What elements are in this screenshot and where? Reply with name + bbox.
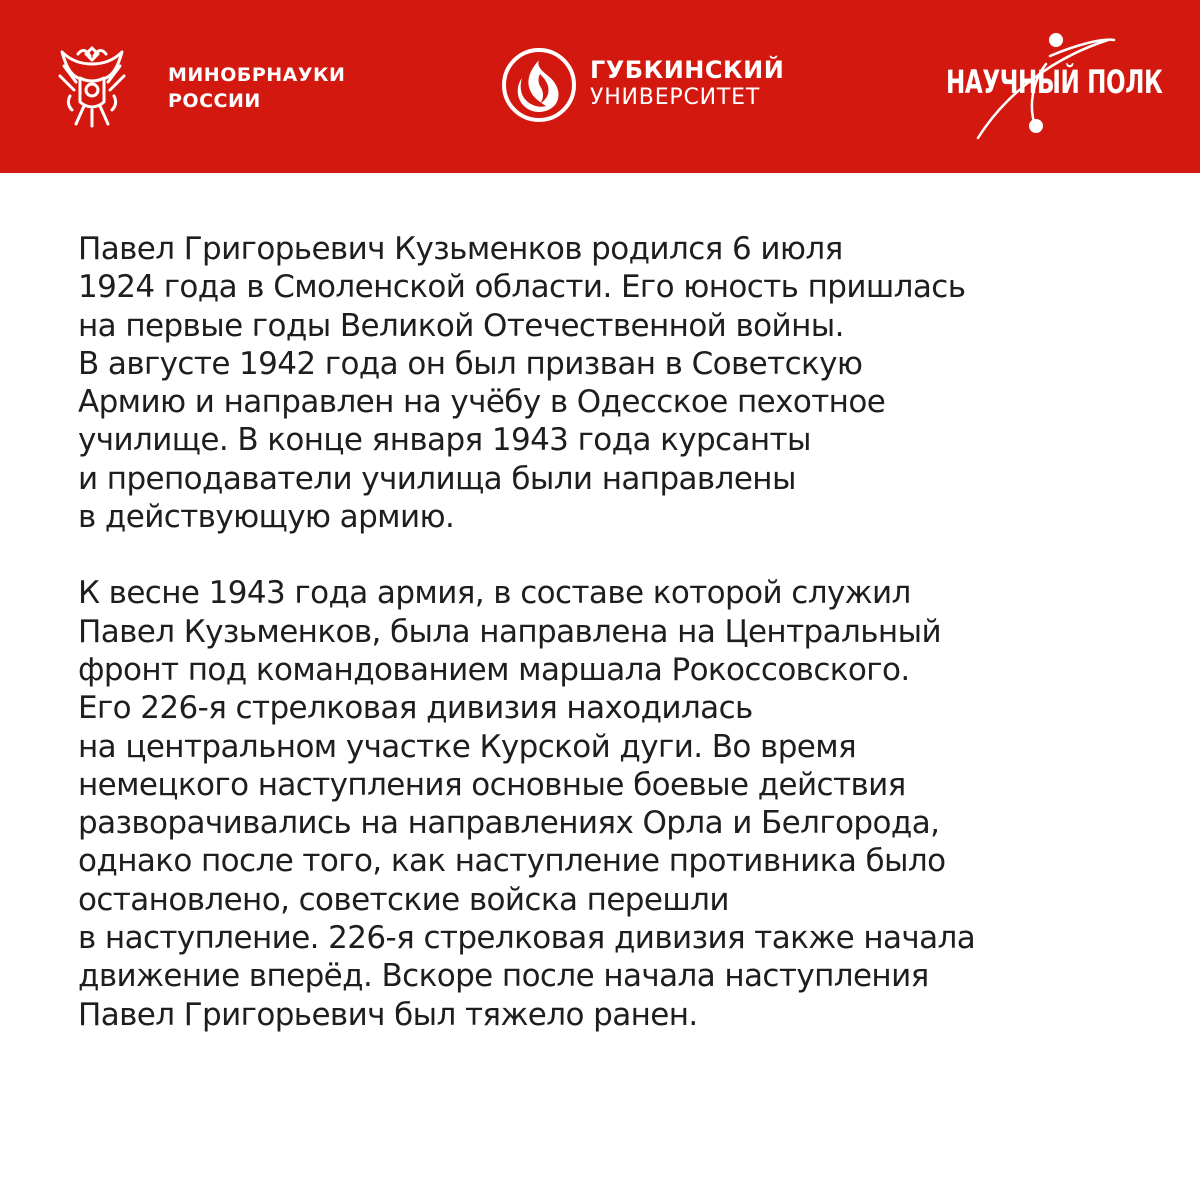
paragraph-2: [78, 574, 1158, 1034]
ministry-name-line2: РОССИИ: [168, 90, 261, 112]
university-name: [590, 56, 784, 111]
article-body: [78, 230, 1158, 1034]
text-line: училище. В конце января 1943 года курсанты: [78, 422, 811, 459]
text-line: Его 226-я стрелковая дивизия находилась: [78, 690, 753, 727]
text-line: остановлено, советские войска перешли: [78, 881, 729, 918]
university-name-line1: ГУБКИНСКИЙ: [590, 56, 785, 84]
text-line: однако после того, как наступление противника было: [78, 843, 946, 880]
nauchny-polk-logo: [938, 20, 1163, 150]
text-line: в действующую армию.: [78, 499, 455, 536]
ministry-name-line1: МИНОБРНАУКИ: [168, 64, 346, 86]
text-line: в наступление. 226-я стрелковая дивизия также начала: [78, 920, 976, 957]
text-line: на центральном участке Курской дуги. Во время: [78, 728, 857, 765]
text-line: движение вперёд. Вскоре после начала наступления: [78, 958, 929, 995]
text-line: 1924 года в Смоленской области. Его юность пришлась: [78, 269, 966, 306]
text-line: на первые годы Великой Отечественной войны.: [78, 307, 844, 344]
nauchny-polk-title: НАУЧНЫЙ ПОЛК: [946, 63, 1163, 101]
text-line: Павел Григорьевич был тяжело ранен.: [78, 996, 698, 1033]
header-banner: [0, 0, 1200, 173]
text-line: и преподаватели училища были направлены: [78, 460, 796, 497]
text-line: Павел Григорьевич Кузьменков родился 6 июля: [78, 231, 843, 267]
text-line: В августе 1942 года он был призван в Советскую: [78, 345, 863, 382]
text-line: Павел Кузьменков, была направлена на Центральный: [78, 613, 941, 650]
text-line: Армию и направлен на учёбу в Одесское пехотное: [78, 384, 886, 421]
ministry-name: [168, 62, 345, 114]
ministry-logo: [56, 40, 376, 130]
university-name-line2: УНИВЕРСИТЕТ: [590, 85, 761, 110]
paragraph-1: [78, 230, 1158, 536]
text-line: фронт под командованием маршала Рокоссовского.: [78, 651, 910, 688]
text-line: разворачивались на направлениях Орла и Белгорода,: [78, 805, 940, 842]
flame-icon: [500, 46, 578, 124]
text-line: немецкого наступления основные боевые действия: [78, 766, 906, 803]
university-logo: [500, 46, 800, 126]
text-line: К весне 1943 года армия, в составе которой служил: [78, 575, 911, 612]
double-headed-eagle-icon: [56, 40, 128, 130]
